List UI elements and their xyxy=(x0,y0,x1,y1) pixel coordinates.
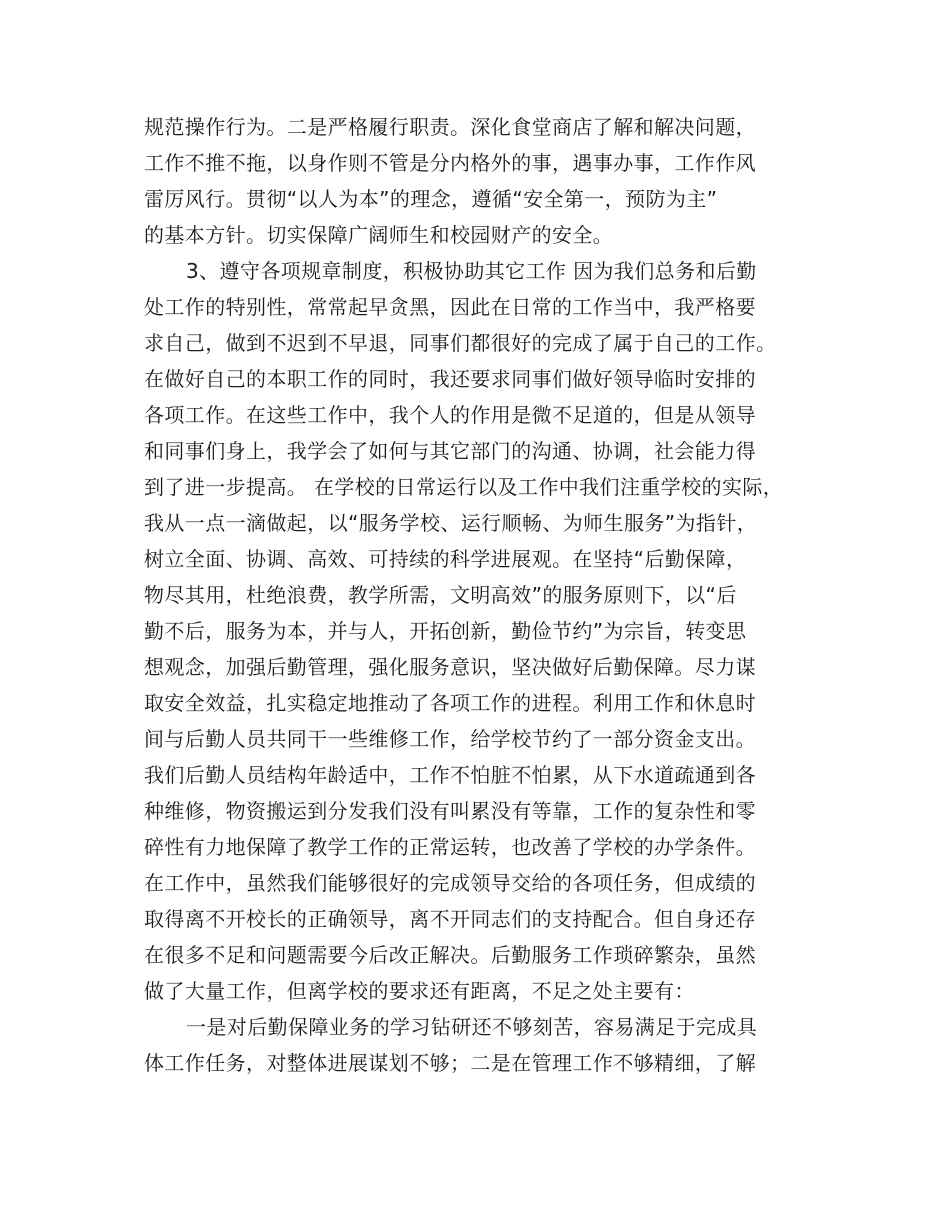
text-line: 取安全效益，扎实稳定地推动了各项工作的进程。利用工作和休息时 xyxy=(144,691,756,715)
text-line: 规范操作行为。二是严格履行职责。深化食堂商店了解和解决问题， xyxy=(144,115,756,139)
text-line: 工作不推不拖，以身作则不管是分内格外的事，遇事办事，工作作风 xyxy=(144,151,756,175)
paragraph-start-line: 一是对后勤保障业务的学习钻研还不够刻苦，容易满足于完成具 xyxy=(186,1015,758,1039)
text-line: 种维修，物资搬运到分发我们没有叫累没有等靠，工作的复杂性和零 xyxy=(144,799,756,823)
text-line: 雷厉风行。贯彻“以人为本”的理念，遵循“安全第一，预防为主” xyxy=(144,187,718,211)
text-line: 我从一点一滴做起，以“服务学校、运行顺畅、为师生服务”为指针， xyxy=(144,511,758,535)
text-line: 勤不后，服务为本，并与人，开拓创新，勤俭节约”为宗旨，转变思 xyxy=(144,619,747,643)
text-line: 处工作的特别性，常常起早贪黑，因此在日常的工作当中，我严格要 xyxy=(144,295,756,319)
text-line: 的基本方针。切实保障广阔师生和校园财产的安全。 xyxy=(144,223,614,247)
text-line: 各项工作。在这些工作中，我个人的作用是微不足道的，但是从领导 xyxy=(144,403,756,427)
text-line: 想观念，加强后勤管理，强化服务意识，坚决做好后勤保障。尽力谋 xyxy=(144,655,756,679)
text-line: 做了大量工作，但离学校的要求还有距离，不足之处主要有： xyxy=(144,979,695,1003)
text-line: 树立全面、协调、高效、可持续的科学进展观。在坚持“后勤保障， xyxy=(144,547,747,571)
paragraph-start-line: 3、遵守各项规章制度，积极协助其它工作 因为我们总务和后勤 xyxy=(186,259,757,283)
text-line: 我们后勤人员结构年龄适中，工作不怕脏不怕累，从下水道疏通到各 xyxy=(144,763,756,787)
body-text xyxy=(144,109,824,1081)
text-line: 在工作中，虽然我们能够很好的完成领导交给的各项任务，但成绩的 xyxy=(144,871,756,895)
text-line: 碎性有力地保障了教学工作的正常运转，也改善了学校的办学条件。 xyxy=(144,835,756,859)
text-line: 体工作任务，对整体进展谋划不够；二是在管理工作不够精细，了解 xyxy=(144,1051,756,1075)
text-line: 在很多不足和问题需要今后改正解决。后勤服务工作琐碎繁杂，虽然 xyxy=(144,943,756,967)
text-line: 到了进一步提高。 在学校的日常运行以及工作中我们注重学校的实际， xyxy=(144,475,784,499)
text-line: 物尽其用，杜绝浪费，教学所需，文明高效”的服务原则下，以“后 xyxy=(144,583,737,607)
text-line: 在做好自己的本职工作的同时，我还要求同事们做好领导临时安排的 xyxy=(144,367,756,391)
text-line: 和同事们身上，我学会了如何与其它部门的沟通、协调，社会能力得 xyxy=(144,439,756,463)
text-line: 求自己，做到不迟到不早退，同事们都很好的完成了属于自己的工作。 xyxy=(144,331,777,355)
text-line: 间与后勤人员共同干一些维修工作，给学校节约了一部分资金支出。 xyxy=(144,727,756,751)
text-line: 取得离不开校长的正确领导，离不开同志们的支持配合。但自身还存 xyxy=(144,907,756,931)
